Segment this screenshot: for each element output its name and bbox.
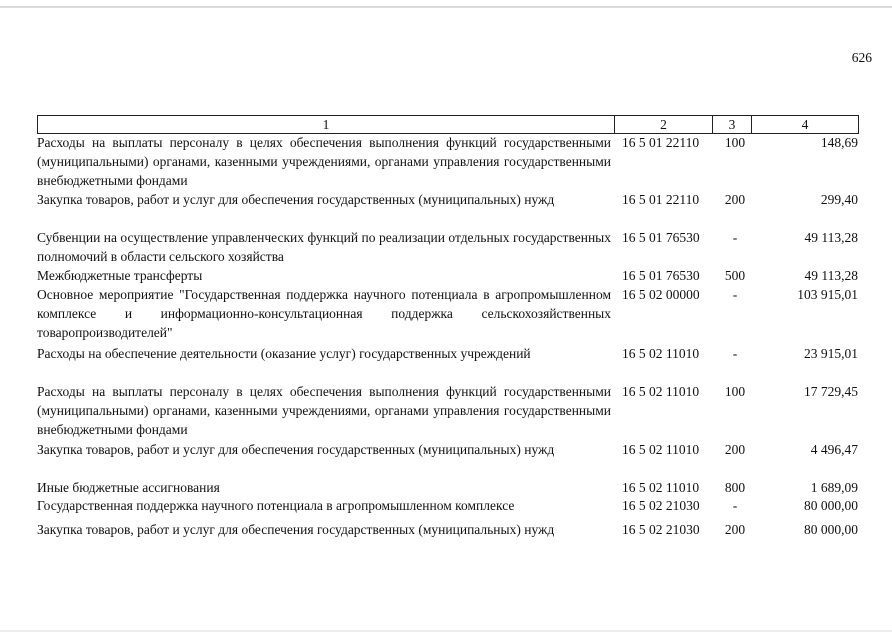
row-type: 800 <box>724 480 746 495</box>
row-name: Государственная поддержка научного потенциала в агропромышленном комплексе <box>37 498 515 513</box>
row-amount: 80 000,00 <box>804 498 858 513</box>
row-code: 16 5 02 11010 <box>622 384 700 399</box>
row-amount: 17 729,45 <box>804 384 858 399</box>
row-amount: 1 689,09 <box>810 480 858 495</box>
row-name: Межбюджетные трансферты <box>37 268 203 283</box>
row-amount: 299,40 <box>820 192 858 207</box>
row-amount: 23 915,01 <box>804 346 858 361</box>
row-name: Субвенции на осуществление управленческих функций по реализации отдельных государственных полномочий в области сельского хозяйства <box>37 230 611 264</box>
row-code: 16 5 02 21030 <box>622 522 700 537</box>
row-name: Иные бюджетные ассигнования <box>37 480 220 495</box>
row-type: 100 <box>724 384 746 399</box>
row-type: 200 <box>724 442 746 457</box>
row-type: 500 <box>724 268 746 283</box>
row-name: Закупка товаров, работ и услуг для обеспечения государственных (муниципальных) нужд <box>37 522 555 537</box>
header-col-3: 3 <box>713 116 752 133</box>
row-type: 200 <box>724 522 746 537</box>
row-name: Закупка товаров, работ и услуг для обеспечения государственных (муниципальных) нужд <box>37 442 555 457</box>
table-header <box>37 115 859 134</box>
scan-edge-top <box>0 6 892 8</box>
row-code: 16 5 02 21030 <box>622 498 700 513</box>
row-amount: 80 000,00 <box>804 522 858 537</box>
scan-edge-bottom <box>0 630 892 632</box>
row-type: - <box>732 230 738 245</box>
row-amount: 49 113,28 <box>804 268 858 283</box>
row-code: 16 5 02 00000 <box>622 287 700 302</box>
row-amount: 49 113,28 <box>804 230 858 245</box>
row-amount: 103 915,01 <box>797 287 858 302</box>
row-code: 16 5 01 76530 <box>622 230 700 245</box>
row-code: 16 5 02 11010 <box>622 346 700 361</box>
row-name: Основное мероприятие "Государственная поддержка научного потенциала в агропромышленном комплексе и информационно-консультационная поддержка сельскохозяйственных товаропроизводителей" <box>37 287 611 340</box>
row-name: Расходы на выплаты персоналу в целях обеспечения выполнения функций государственными (муниципальными) органами, казенными учреждениями, органами управления государственными внебюджетными фондами <box>37 384 611 437</box>
row-type: - <box>732 346 738 361</box>
header-col-4: 4 <box>801 117 809 132</box>
row-code: 16 5 01 22110 <box>622 135 700 150</box>
row-type: 100 <box>724 135 746 150</box>
row-type: - <box>732 287 738 302</box>
row-type: 200 <box>724 192 746 207</box>
row-code: 16 5 02 11010 <box>622 480 700 495</box>
header-col-1: 1 <box>38 116 615 133</box>
row-name: Расходы на выплаты персоналу в целях обеспечения выполнения функций государственными (муниципальными) органами, казенными учреждениями, органами управления государственными внебюджетными фондами <box>37 135 611 188</box>
row-name: Расходы на обеспечение деятельности (оказание услуг) государственных учреждений <box>37 346 531 361</box>
row-code: 16 5 01 22110 <box>622 192 700 207</box>
page-number: 626 <box>851 50 872 65</box>
row-code: 16 5 01 76530 <box>622 268 700 283</box>
header-col-2: 2 <box>615 116 713 133</box>
row-name: Закупка товаров, работ и услуг для обеспечения государственных (муниципальных) нужд <box>37 192 555 207</box>
row-amount: 4 496,47 <box>810 442 858 457</box>
row-type: - <box>732 498 738 513</box>
row-amount: 148,69 <box>820 135 858 150</box>
row-code: 16 5 02 11010 <box>622 442 700 457</box>
